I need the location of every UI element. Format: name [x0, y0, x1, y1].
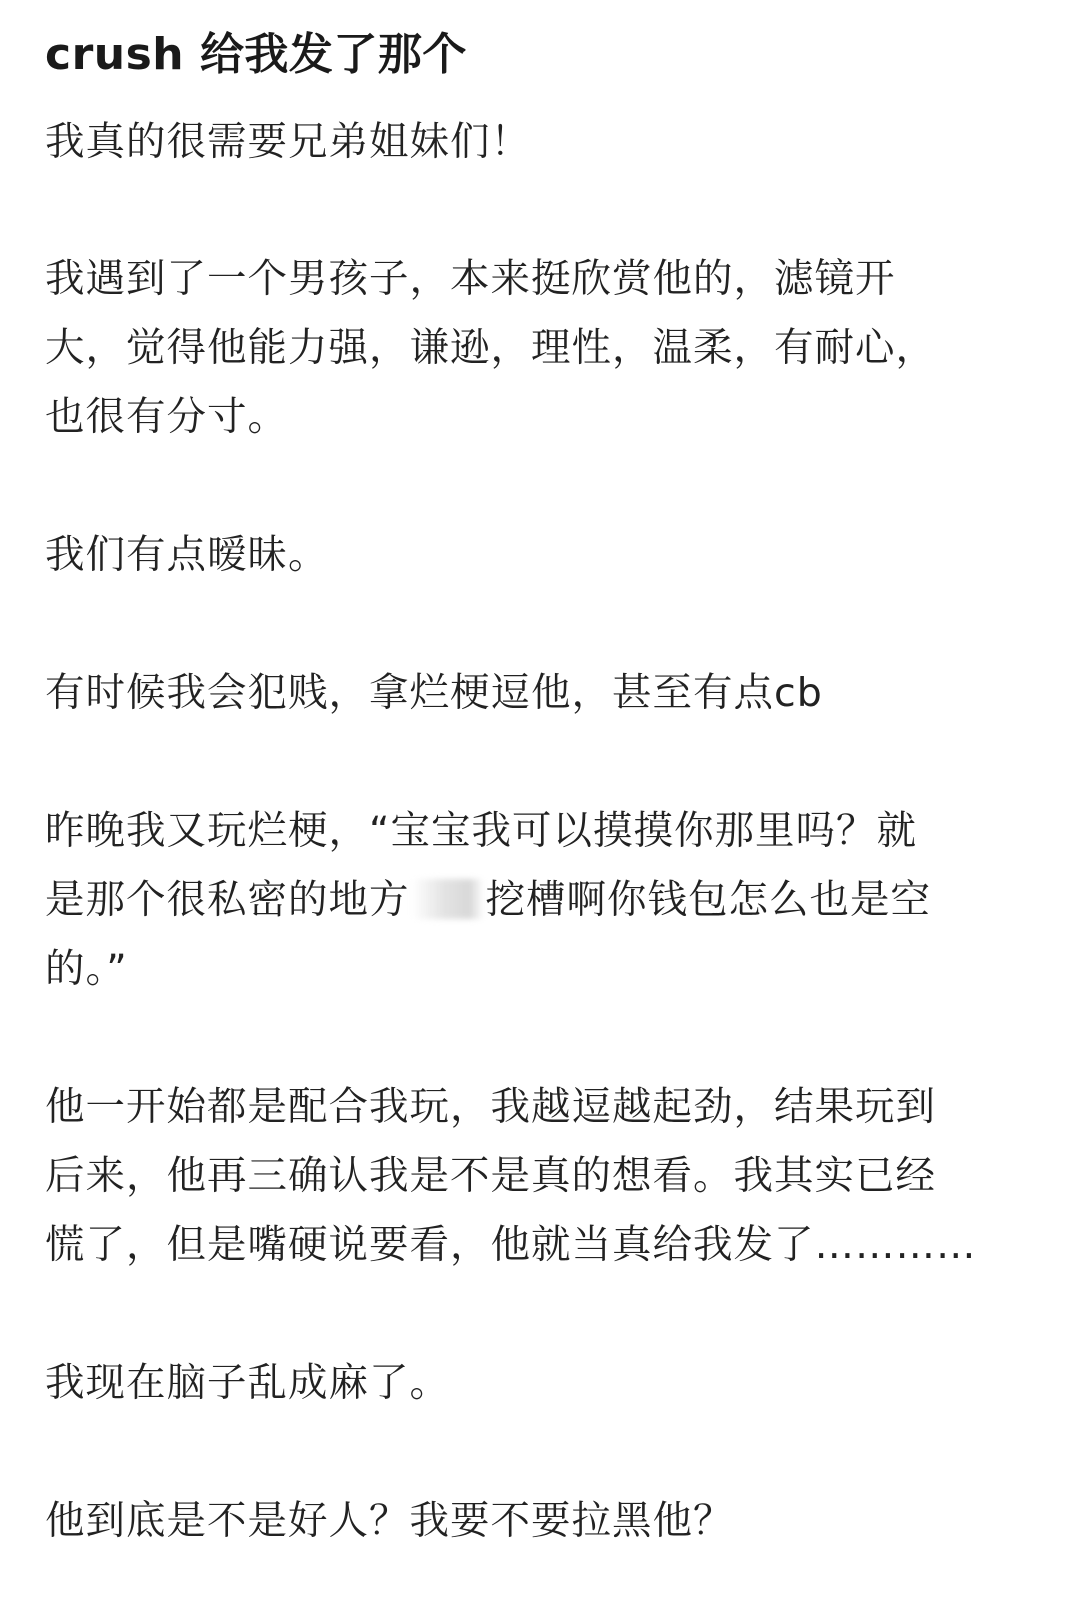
paragraph-line: 他一开始都是配合我玩，我越逗越起劲，结果玩到	[45, 1084, 936, 1130]
paragraph-line: 慌了，但是嘴硬说要看，他就当真给我发了…………	[45, 1222, 977, 1268]
post-title: crush 给我发了那个	[45, 29, 467, 80]
paragraph-7	[45, 1349, 450, 1418]
paragraph-1	[45, 108, 531, 177]
paragraph-line: 他到底是不是好人？我要不要拉黑他？	[45, 1498, 734, 1544]
paragraph-line: 大，觉得他能力强，谦逊，理性，温柔，有耐心，	[45, 325, 936, 371]
paragraph-4	[45, 659, 823, 728]
paragraph-line	[45, 866, 931, 935]
text-after-redaction: 挖槽啊你钱包怎么也是空	[485, 877, 931, 923]
paragraph-line: 也很有分寸。	[45, 394, 288, 440]
paragraph-line: 我真的很需要兄弟姐妹们！	[45, 119, 531, 165]
paragraph-line: 我们有点暧昧。	[45, 532, 329, 578]
paragraph-2	[45, 245, 936, 452]
paragraph-line: 的。”	[45, 946, 128, 992]
paragraph-line: 昨晚我又玩烂梗，“宝宝我可以摸摸你那里吗？就	[45, 808, 917, 854]
paragraph-6	[45, 1073, 977, 1280]
paragraph-3	[45, 521, 329, 590]
paragraph-line: 后来，他再三确认我是不是真的想看。我其实已经	[45, 1153, 936, 1199]
paragraph-line: 我现在脑子乱成麻了。	[45, 1360, 450, 1406]
paragraph-8	[45, 1487, 734, 1556]
paragraph-5	[45, 797, 931, 1004]
redacted-blur	[412, 879, 484, 919]
paragraph-line: 我遇到了一个男孩子，本来挺欣赏他的，滤镜开	[45, 256, 896, 302]
text-before-redaction: 是那个很私密的地方	[45, 877, 410, 923]
paragraph-line: 有时候我会犯贱，拿烂梗逗他，甚至有点cb	[45, 670, 823, 716]
